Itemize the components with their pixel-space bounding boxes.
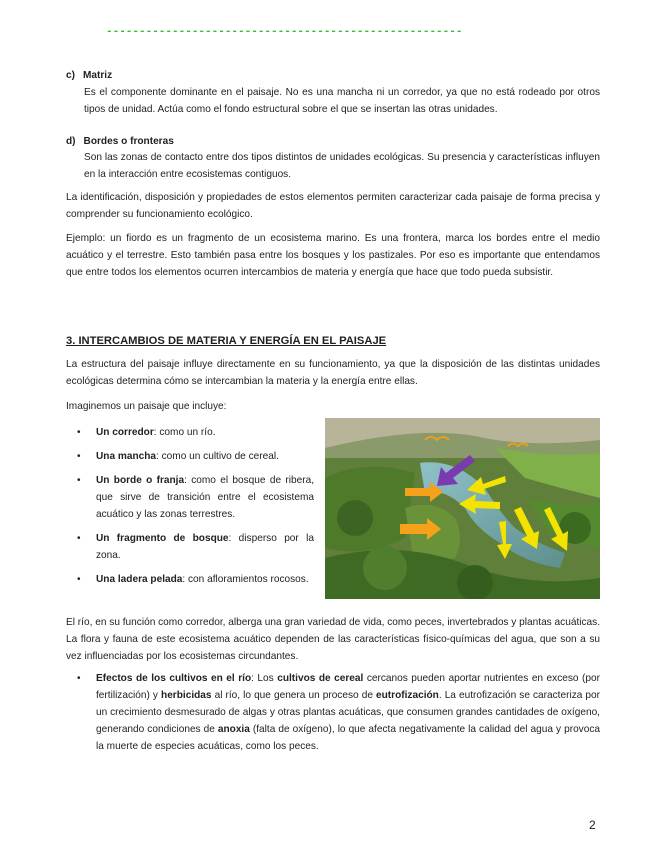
- section-d-heading: [66, 133, 174, 150]
- section-3-heading: 3. INTERCAMBIOS DE MATERIA Y ENERGÍA EN EL PAISAJE: [66, 335, 387, 347]
- imagine-landscape-text: Imaginemos un paisaje que incluye:: [66, 401, 227, 412]
- list-item-text: : como el bosque de ribera, que sirve de transición entre el ecosistema acuático y las zonas terrestres.: [96, 475, 314, 520]
- bullet-icon: •: [77, 427, 81, 438]
- effects-text-part: : Los: [251, 673, 278, 684]
- list-item-term: Un fragmento de bosque: [96, 533, 229, 544]
- page-number: 2: [589, 818, 596, 832]
- crop-effects-item: [66, 670, 600, 755]
- paragraph-identification: La identificación, disposición y propiedades de estos elementos permiten caracterizar cada paisaje de forma precisa y comprender su funcionamiento ecológico.: [66, 192, 600, 220]
- section-c-body: Es el componente dominante en el paisaje. No es una mancha ni un corredor, ya que no está rodeado por otros tipos de unidad. Actúa como el fondo estructural sobre el que se insertan las otras unidades.: [84, 87, 600, 115]
- effects-text-part: (falta de oxígeno), lo que afecta negativamente la calidad del agua y provoca la muerte de especies acuáticas, como los peces.: [96, 724, 601, 752]
- section-c-title: Matriz: [82, 70, 113, 81]
- bullet-icon: •: [77, 475, 81, 486]
- effects-term-anoxia: anoxia: [217, 724, 250, 735]
- section-d-label: d): [66, 136, 76, 147]
- bullet-icon: •: [77, 673, 81, 684]
- bullet-icon: •: [77, 451, 81, 462]
- list-item: [66, 472, 314, 523]
- list-item-text: : como un río.: [153, 427, 216, 438]
- list-item-term: Un corredor: [96, 427, 154, 438]
- section-d-title: Bordes o fronteras: [83, 136, 174, 147]
- list-item-text: : con afloramientos rocosos.: [182, 574, 309, 585]
- effects-title: Efectos de los cultivos en el río: [96, 673, 252, 684]
- landscape-elements-list: [66, 424, 314, 595]
- section-c-label: c): [66, 70, 75, 81]
- effects-term-eutrophication: eutrofización: [376, 690, 439, 701]
- list-item: [66, 571, 314, 588]
- section-3-intro: La estructura del paisaje influye directamente en su funcionamiento, ya que la disposición de las distintas unidades ecológicas determina cómo se intercambian la materia y la energía entre ellas.: [66, 359, 600, 387]
- river-corridor-paragraph: El río, en su función como corredor, alberga una gran variedad de vida, como peces, invertebrados y plantas acuáticas. La flora y fauna de este ecosistema acuático dependen de las características físico-químicas del agua, que son a su vez influenciadas por los ecosistemas circundantes.: [66, 617, 600, 662]
- effects-term-cereal: cultivos de cereal: [277, 673, 364, 684]
- list-item: [66, 424, 314, 441]
- paragraph-fjord-example: Ejemplo: un fiordo es un fragmento de un ecosistema marino. Es una frontera, marca los bordes entre el medio acuático y el terrestre. Esto también pasa entre los bosques y los pastizales. Por eso es importante que entendamos que entre todos los elementos ocurren intercambios de materia y energía que hace que todo pueda subsistir.: [66, 233, 600, 278]
- list-item-text: : disperso por la zona.: [96, 533, 314, 561]
- bullet-icon: •: [77, 574, 81, 585]
- list-item-text: : como un cultivo de cereal.: [156, 451, 279, 462]
- section-d-body: Son las zonas de contacto entre dos tipos distintos de unidades ecológicas. Su presencia y características influyen en la interacción entre ecosistemas contiguos.: [84, 152, 600, 180]
- effects-text-part: cercanos pueden aportar nutrientes en exceso (por fertilización) y: [96, 673, 600, 701]
- river-landscape-photo: [325, 418, 600, 599]
- effects-term-herbicides: herbicidas: [161, 690, 212, 701]
- effects-text-part: . La eutrofización se caracteriza por un crecimiento desmesurado de algas y otras plantas acuáticas, que consumen grandes cantidades de oxígeno, generando condiciones de: [96, 690, 601, 735]
- list-item-term: Una mancha: [96, 451, 157, 462]
- bullet-icon: •: [77, 533, 81, 544]
- list-item: [66, 448, 314, 465]
- header-dash-rule: ------------------------------------------------------: [106, 27, 463, 37]
- section-c-heading: [66, 67, 112, 84]
- list-item: [66, 530, 314, 564]
- crop-effects-text: [96, 670, 600, 755]
- list-item-term: Una ladera pelada: [96, 574, 183, 585]
- effects-text-part: al río, lo que genera un proceso de: [211, 690, 377, 701]
- list-item-term: Un borde o franja: [96, 475, 185, 486]
